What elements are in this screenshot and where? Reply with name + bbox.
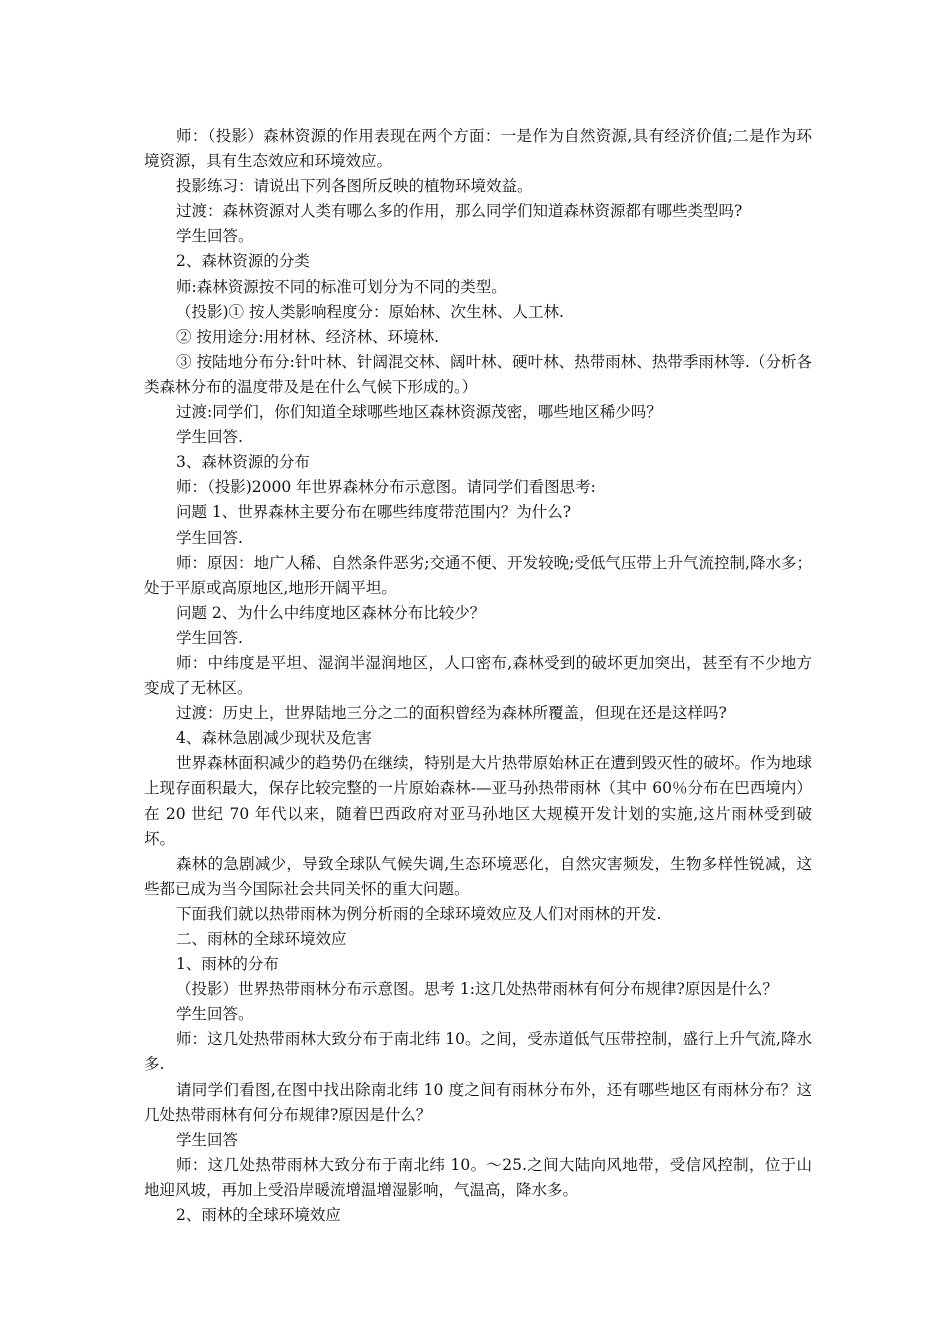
- paragraph: 师：这几处热带雨林大致分布于南北纬 10。～25.之间大陆向风地带，受信风控制，位于山地迎风坡，再加上受沿岸暖流增温增湿影响，气温高，降水多。: [144, 1155, 812, 1199]
- paragraph: 1、雨林的分布: [176, 955, 279, 974]
- paragraph: 2、雨林的全球环境效应: [176, 1206, 341, 1225]
- paragraph: 森林的急剧减少，导致全球队气候失调,生态环境恶化，自然灾害频发，生物多样性锐减，这些都已成为当今国际社会共同关怀的重大问题。: [144, 854, 812, 898]
- paragraph: （投影）世界热带雨林分布示意图。思考 1:这几处热带雨林有何分布规律?原因是什么？: [176, 980, 778, 999]
- paragraph: 师：原因：地广人稀、自然条件恶劣;交通不便、开发较晚;受低气压带上升气流控制,降水多；处于平原或高原地区,地形开阔平坦。: [144, 553, 812, 597]
- paragraph: 学生回答。: [176, 227, 254, 246]
- paragraph: 过渡：历史上，世界陆地三分之二的面积曾经为森林所覆盖，但现在还是这样吗?: [176, 704, 727, 723]
- paragraph: 问题 2、为什么中纬度地区森林分布比较少？: [176, 603, 486, 622]
- paragraph: 请同学们看图,在图中找出除南北纬 10 度之间有雨林分布外，还有哪些地区有雨林分布？这几处热带雨林有何分布规律?原因是什么？: [144, 1080, 812, 1124]
- paragraph: 师：这几处热带雨林大致分布于南北纬 10。之间，受赤道低气压带控制，盛行上升气流,降水多.: [144, 1030, 812, 1074]
- paragraph: 师：中纬度是平坦、湿润半湿润地区，人口密布,森林受到的破坏更加突出，甚至有不少地方变成了无林区。: [144, 653, 812, 698]
- paragraph: 过渡：森林资源对人类有哪么多的作用，那么同学们知道森林资源都有哪些类型吗?: [176, 202, 743, 221]
- paragraph: 2、森林资源的分类: [176, 252, 310, 271]
- paragraph: 学生回答。: [176, 1005, 254, 1024]
- paragraph: （投影)① 按人类影响程度分：原始林、次生林、人工林.: [176, 302, 564, 321]
- paragraph: 师:森林资源按不同的标准可划分为不同的类型。: [176, 277, 507, 296]
- paragraph: 学生回答.: [176, 528, 243, 547]
- paragraph: 4、森林急剧减少现状及危害: [176, 729, 372, 748]
- paragraph: 学生回答.: [176, 428, 243, 447]
- paragraph: ③ 按陆地分布分:针叶林、针阔混交林、阔叶林、硬叶林、热带雨林、热带季雨林等.（分析各类森林分布的温度带及是在什么气候下形成的。）: [144, 352, 812, 396]
- paragraph: 学生回答: [176, 1130, 239, 1149]
- paragraph: 问题 1、世界森林主要分布在哪些纬度带范围内？为什么?: [176, 503, 572, 522]
- document-page: [144, 124, 812, 1228]
- paragraph: 过渡:同学们，你们知道全球哪些地区森林资源茂密，哪些地区稀少吗？: [176, 403, 662, 422]
- paragraph: 3、森林资源的分布: [176, 453, 310, 472]
- paragraph: 师：（投影)2000 年世界森林分布示意图。请同学们看图思考:: [176, 478, 596, 497]
- paragraph: 投影练习：请说出下列各图所反映的植物环境效益。: [176, 177, 533, 196]
- paragraph: 世界森林面积减少的趋势仍在继续，特别是大片热带原始林正在遭到毁灭性的破坏。作为地球上现存面积最大，保存比较完整的一片原始森林-—亚马孙热带雨林（其中 60％分布在巴西境内）在 20 世纪 70 年代以来，随着巴西政府对亚马孙地区大规模开发计划的实施,这片雨林受到破坏。: [144, 754, 812, 848]
- paragraph: 学生回答.: [176, 628, 243, 647]
- paragraph: 下面我们就以热带雨林为例分析雨的全球环境效应及人们对雨林的开发.: [176, 904, 662, 923]
- paragraph: ② 按用途分:用材林、经济林、环境林.: [176, 327, 440, 346]
- paragraph: 二、雨林的全球环境效应: [176, 930, 347, 948]
- paragraph: 师：（投影）森林资源的作用表现在两个方面：一是作为自然资源,具有经济价值;二是作为环境资源，具有生态效应和环境效应。: [144, 127, 812, 171]
